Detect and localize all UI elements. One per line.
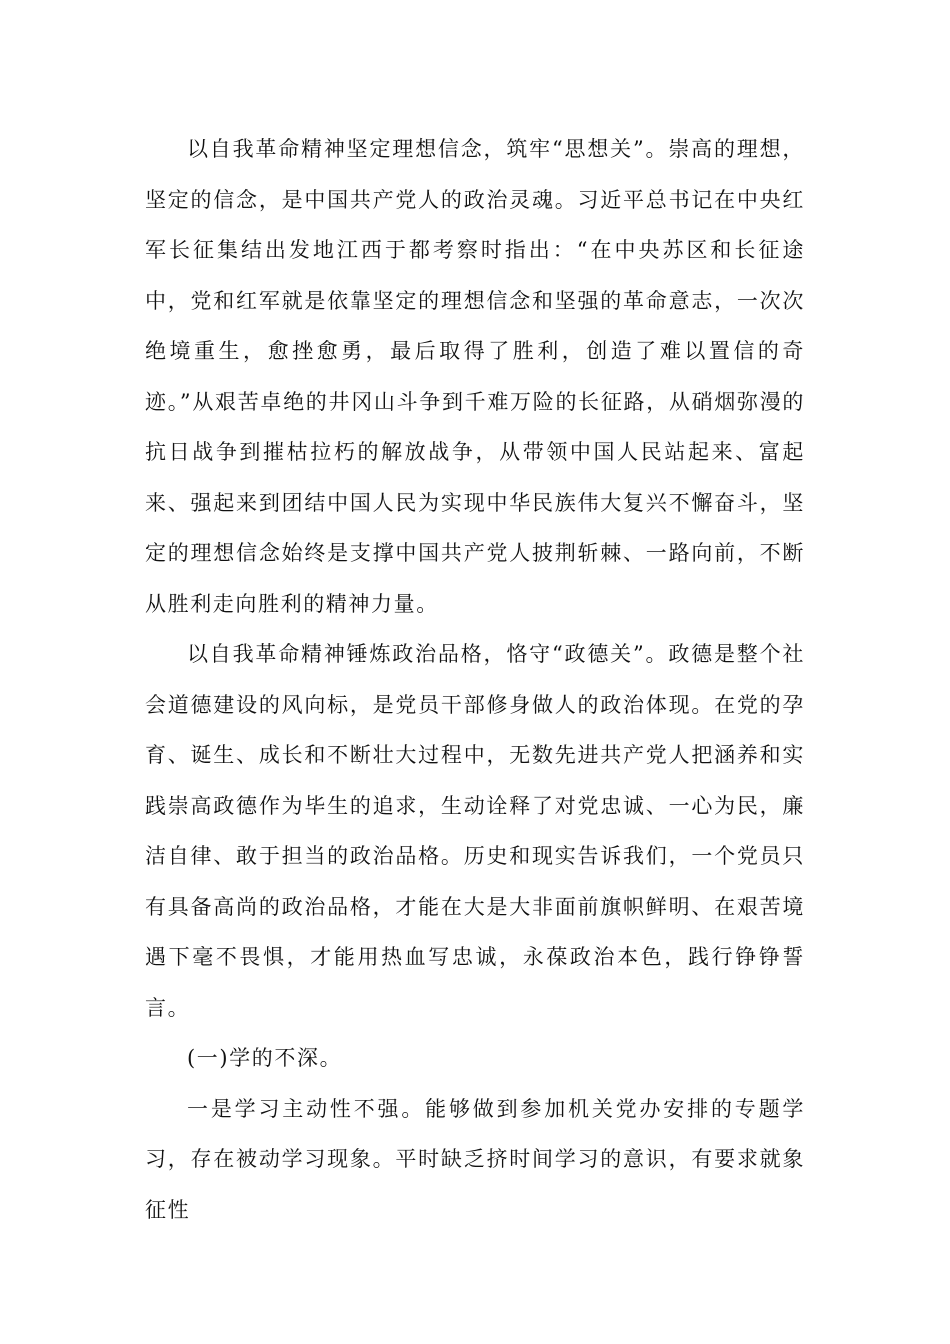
paragraph-study-initiative: 一是学习主动性不强。能够做到参加机关党办安排的专题学习，存在被动学习现象。平时缺乏挤时间学习的意识，有要求就象征性 — [145, 1096, 805, 1222]
document-body — [145, 124, 805, 1235]
paragraph-political-character: 以自我革命精神锤炼政治品格，恪守“政德关”。政德是整个社会道德建设的风向标，是党员干部修身做人的政治体现。在党的孕育、诞生、成长和不断壮大过程中，无数先进共产党人把涵养和实践崇高政德作为毕生的追求，生动诠释了对党忠诚、一心为民，廉洁自律、敢于担当的政治品格。历史和现实告诉我们，一个党员只有具备高尚的政治品格，才能在大是大非面前旗帜鲜明、在艰苦境遇下毫不畏惧，才能用热血写忠诚，永葆政治本色，践行铮铮誓言。 — [145, 642, 805, 1020]
section-heading: (一)学的不深。 — [187, 1046, 343, 1070]
paragraph-ideals: 以自我革命精神坚定理想信念，筑牢“思想关”。崇高的理想，坚定的信念，是中国共产党人的政治灵魂。习近平总书记在中央红军长征集结出发地江西于都考察时指出：“在中央苏区和长征途中，党和红军就是依靠坚定的理想信念和坚强的革命意志，一次次绝境重生，愈挫愈勇，最后取得了胜利，创造了难以置信的奇迹。”从艰苦卓绝的井冈山斗争到千难万险的长征路，从硝烟弥漫的抗日战争到摧枯拉朽的解放战争，从带领中国人民站起来、富起来、强起来到团结中国人民为实现中华民族伟大复兴不懈奋斗，坚定的理想信念始终是支撑中国共产党人披荆斩棘、一路向前，不断从胜利走向胜利的精神力量。 — [145, 137, 805, 616]
